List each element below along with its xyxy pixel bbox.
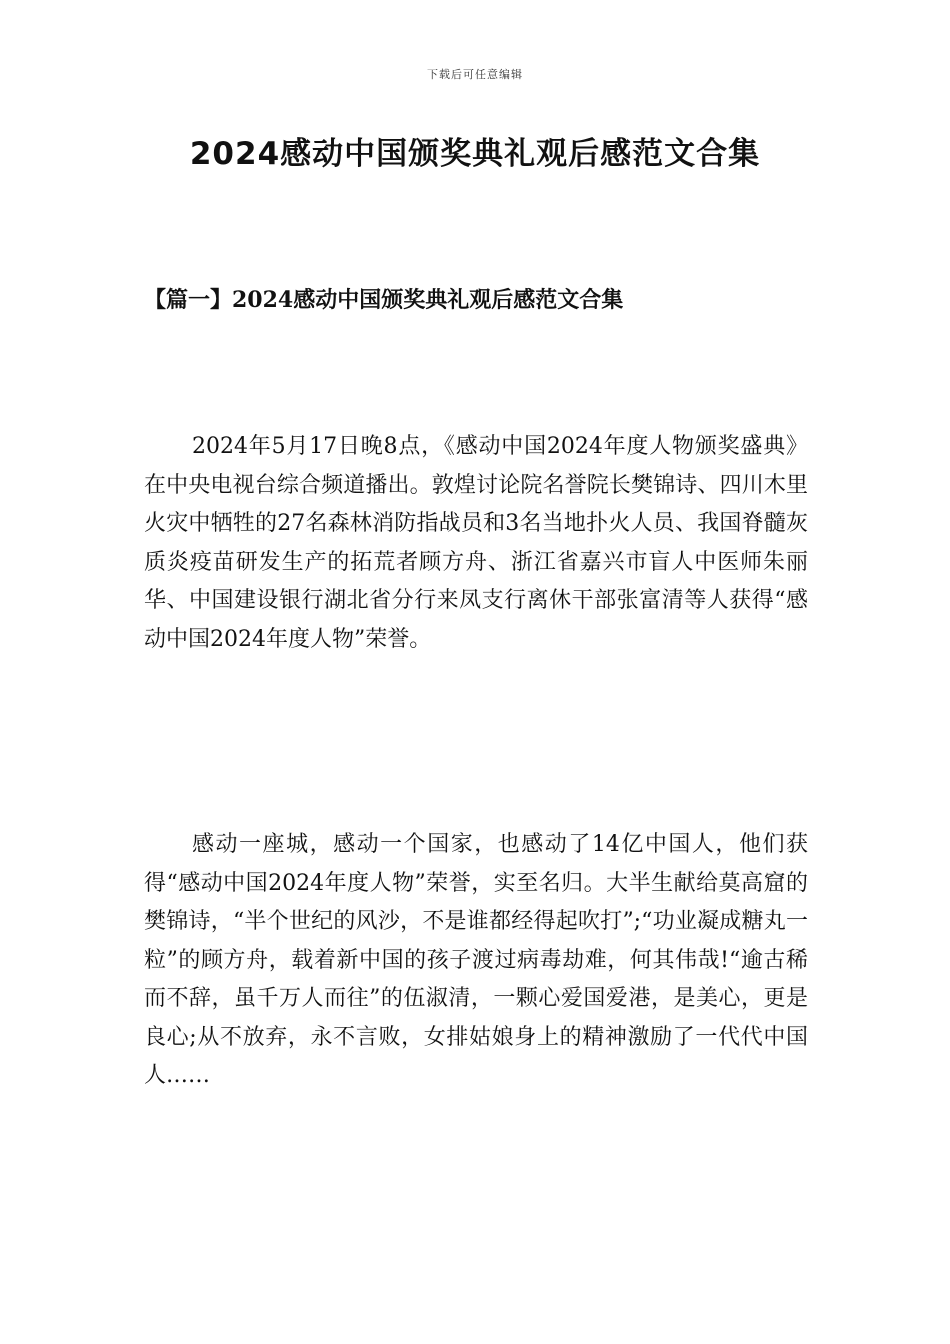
document-title: 2024感动中国颁奖典礼观后感范文合集: [189, 136, 761, 172]
header-note: 下载后可任意编辑: [427, 68, 523, 81]
section-heading: 【篇一】2024感动中国颁奖典礼观后感范文合集: [144, 287, 624, 313]
body-paragraph-1: 2024年5月17日晚8点，《感动中国2024年度人物颁奖盛典》在中央电视台综合频道播出。敦煌讨论院名誉院长樊锦诗、四川木里火灾中牺牲的27名森林消防指战员和3名当地扑火人员、我国脊髓灰质炎疫苗研发生产的拓荒者顾方舟、浙江省嘉兴市盲人中医师朱丽华、中国建设银行湖北省分行来凤支行离休干部张富清等人获得“感动中国2024年度人物”荣誉。: [144, 434, 808, 652]
body-paragraph-2: 感动一座城，感动一个国家，也感动了14亿中国人，他们获得“感动中国2024年度人物”荣誉，实至名归。大半生献给莫高窟的樊锦诗，“半个世纪的风沙，不是谁都经得起吹打”;“功业凝成糖丸一粒”的顾方舟，载着新中国的孩子渡过病毒劫难，何其伟哉!“逾古稀而不辞，虽千万人而往”的伍淑清，一颗心爱国爱港，是美心，更是良心;从不放弃，永不言败，女排姑娘身上的精神激励了一代代中国人……: [144, 832, 809, 1088]
